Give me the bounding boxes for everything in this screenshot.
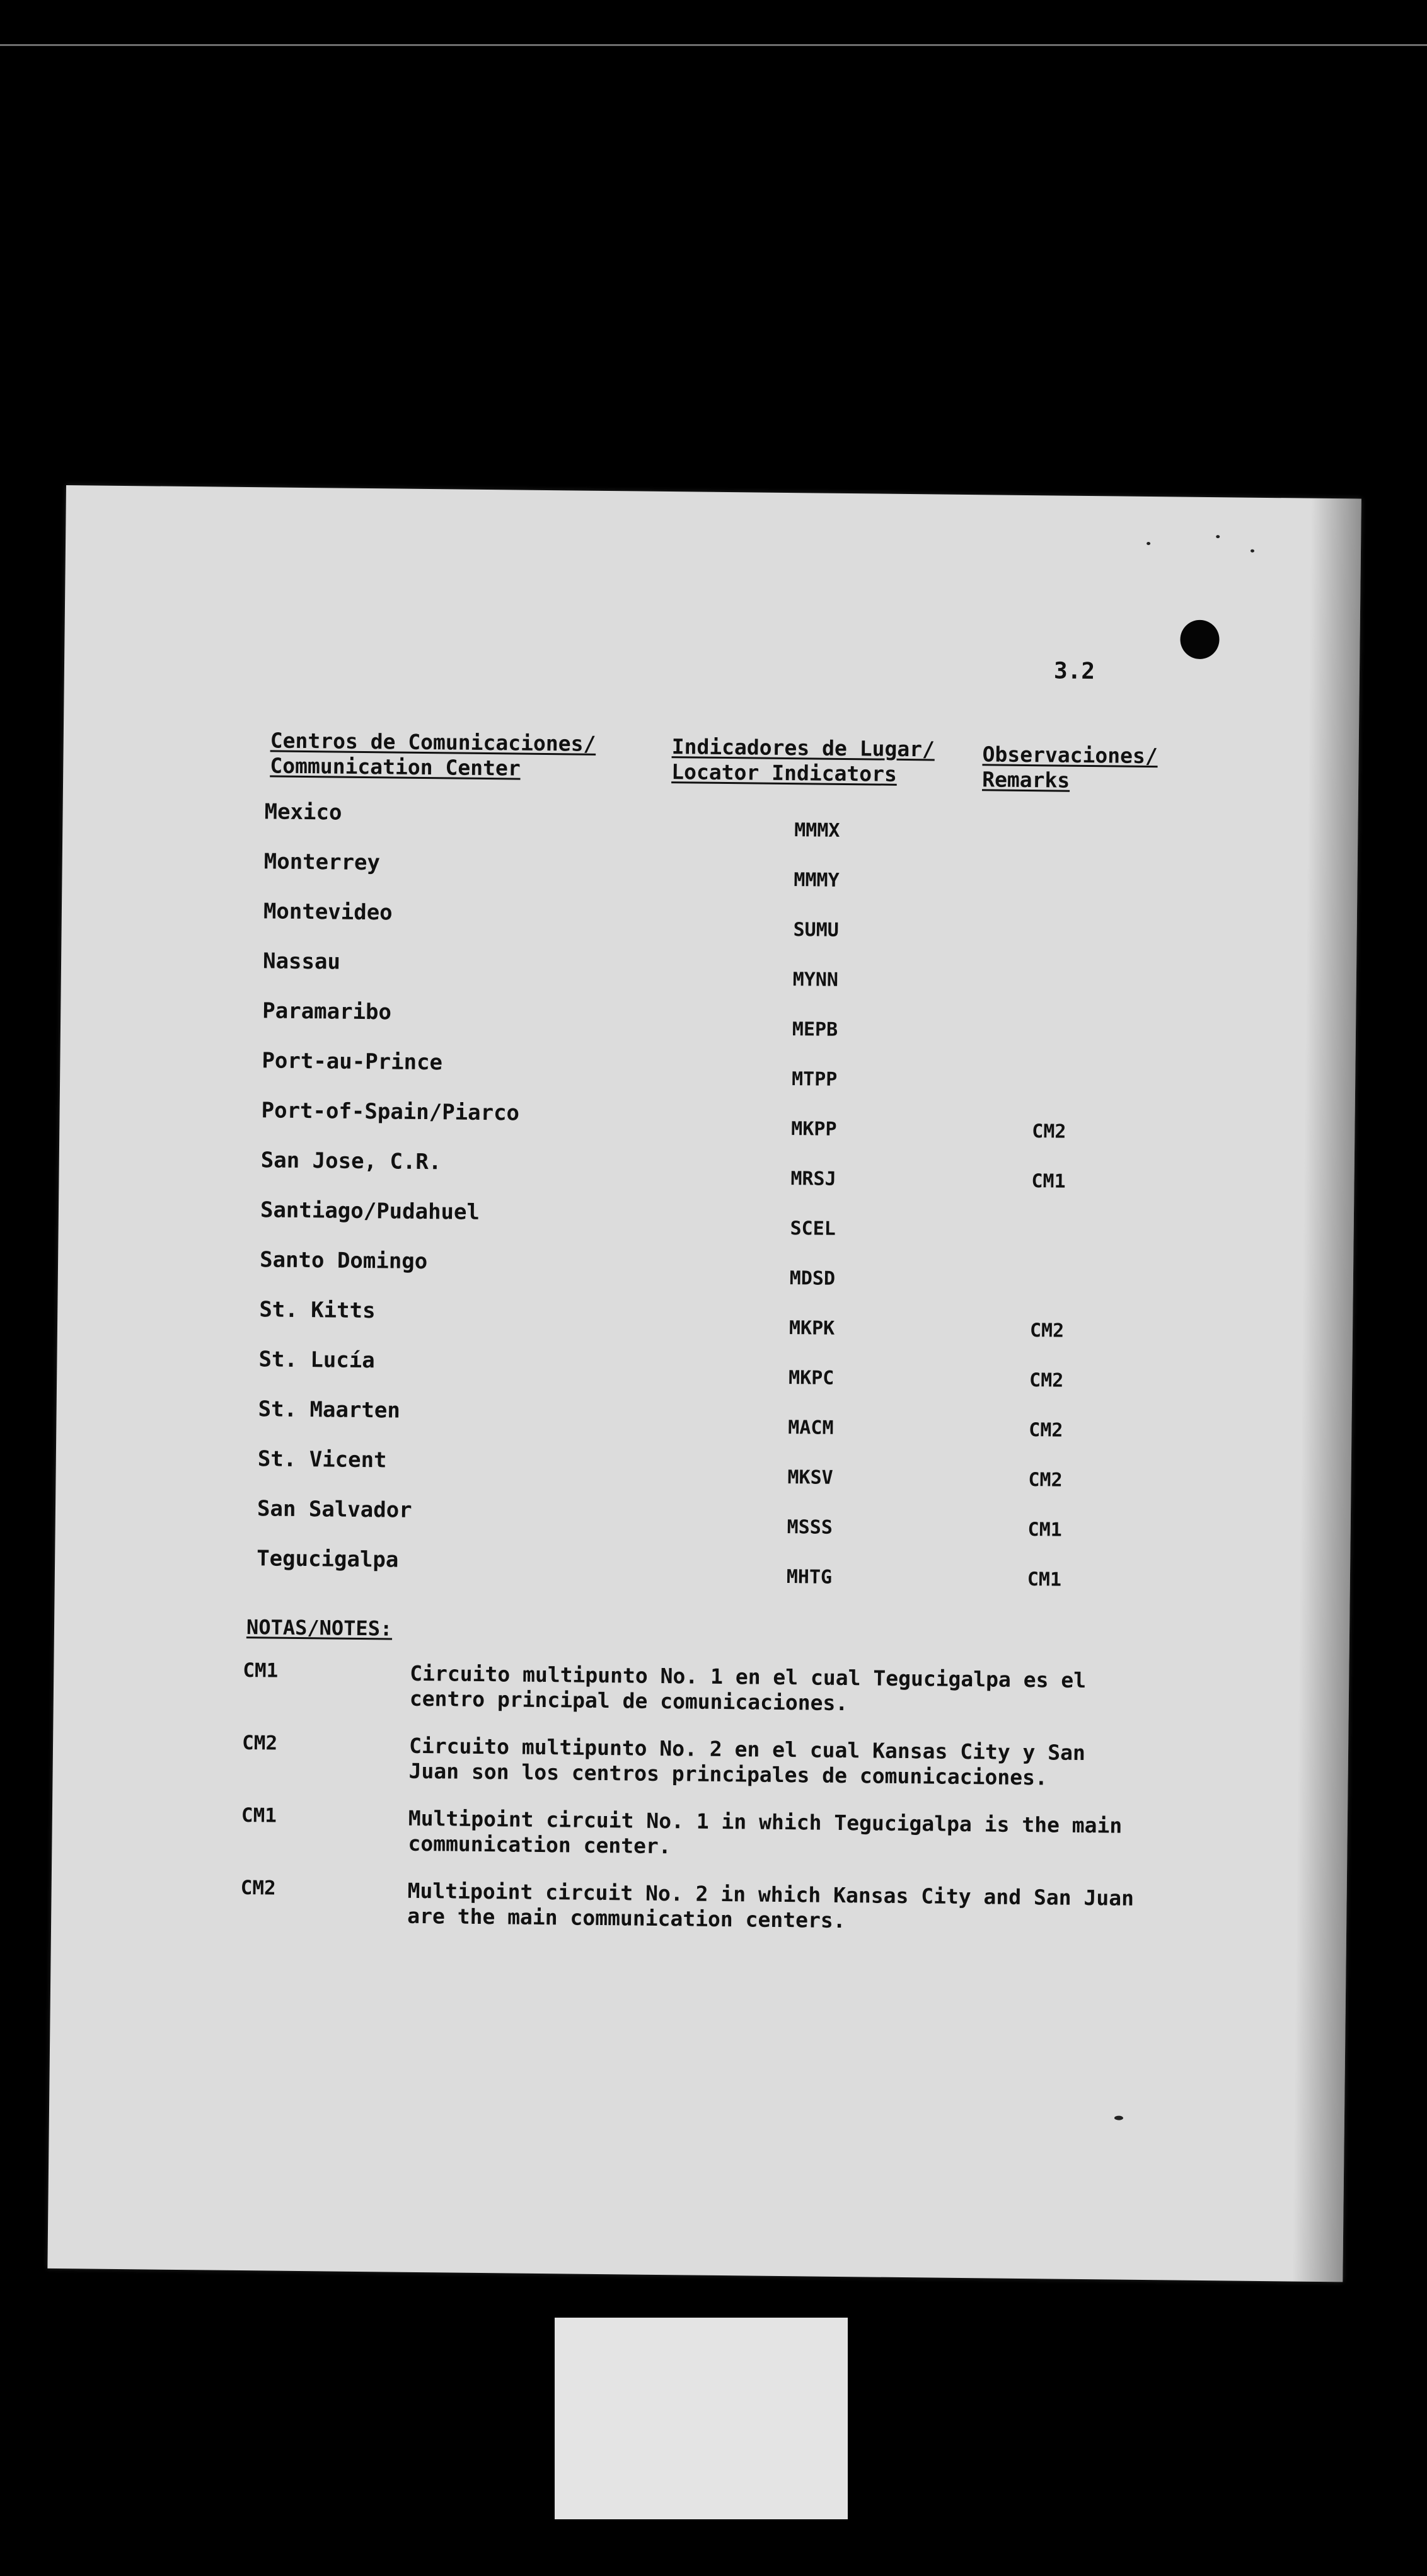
table-row-remark: CM1: [1027, 1519, 1062, 1541]
note-code: CM1: [241, 1804, 277, 1827]
header-remarks: [982, 742, 1158, 794]
table-row-center: St. Kitts: [259, 1297, 376, 1324]
table-row-code: MYNN: [792, 969, 839, 991]
table-row-center: Montevideo: [263, 899, 393, 926]
table-row-code: MKPK: [789, 1317, 835, 1340]
note-text: Circuito multipunto No. 2 en el cual Kansas City y San Juan son los centros principales de comunicaciones.: [408, 1733, 1086, 1790]
table-row-remark: CM1: [1031, 1170, 1066, 1193]
blank-card: [555, 2318, 848, 2519]
page-edge-shadow: [1292, 498, 1361, 2282]
table-row-code: MEPB: [792, 1018, 838, 1041]
note-text: Circuito multipunto No. 1 en el cual Tegucigalpa es el centro principal de comunicaciones.: [409, 1660, 1087, 1716]
table-row-code: MMMY: [794, 869, 840, 892]
paper-speck: [1216, 535, 1220, 538]
table-row-center: San Jose, C.R.: [260, 1147, 442, 1175]
note-code: CM2: [241, 1732, 278, 1755]
table-row-center: San Salvador: [257, 1496, 412, 1523]
table-row-remark: [1007, 1220, 1089, 1221]
header-communication-center: [270, 728, 596, 781]
table-row-code: SUMU: [793, 919, 839, 941]
header-line: Centros de Comunicaciones/: [270, 728, 596, 756]
table-row-center: St. Maarten: [258, 1396, 401, 1423]
table-row-code: MRSJ: [790, 1168, 836, 1190]
table-row-code: MMMX: [794, 819, 840, 842]
table-row-code: MHTG: [786, 1566, 833, 1589]
table-row-center: Santo Domingo: [259, 1247, 428, 1275]
table-row-code: MDSD: [789, 1267, 836, 1290]
note-code: CM2: [240, 1877, 276, 1900]
table-row-remark: CM2: [1029, 1419, 1063, 1442]
table-row-remark: [1010, 921, 1092, 922]
table-row-remark: CM2: [1029, 1320, 1065, 1342]
table-row-center: Tegucigalpa: [256, 1546, 399, 1573]
table-row-code: MSSS: [787, 1516, 833, 1539]
table-row-center: Port-au-Prince: [262, 1048, 443, 1076]
notes-title: NOTAS/NOTES:: [246, 1615, 393, 1641]
table-row-center: Port-of-Spain/Piarco: [261, 1098, 520, 1126]
header-locator-indicators: [671, 734, 935, 787]
top-divider-line: [0, 44, 1427, 46]
table-row-center: Santiago/Pudahuel: [260, 1197, 480, 1225]
table-row-center: Monterrey: [263, 849, 381, 876]
table-row-center: Nassau: [262, 948, 341, 975]
table-row-code: MACM: [788, 1417, 834, 1439]
table-row-code: MKPP: [791, 1118, 837, 1141]
table-row-remark: CM2: [1028, 1469, 1063, 1492]
header-line: Communication Center: [270, 753, 521, 781]
paper-speck: [1251, 549, 1254, 553]
note-code: CM1: [243, 1659, 279, 1682]
paper-speck: [1114, 2116, 1123, 2120]
table-row-center: St. Vicent: [257, 1446, 387, 1473]
note-text: Multipoint circuit No. 2 in which Kansas City and San Juan are the main communication centers.: [407, 1878, 1135, 1933]
table-row-center: Paramaribo: [262, 998, 392, 1025]
note-text: Multipoint circuit No. 1 in which Tegucigalpa is the main communication center.: [408, 1805, 1123, 1859]
document-page: [47, 485, 1361, 2282]
header-line: Observaciones/: [982, 742, 1158, 769]
table-row-remark: CM2: [1032, 1120, 1066, 1143]
header-line: Remarks: [981, 767, 1070, 793]
table-row-code: MTPP: [791, 1068, 838, 1091]
header-line: Indicadores de Lugar/: [671, 734, 935, 762]
table-row-remark: [1011, 871, 1093, 872]
table-row-code: MKSV: [787, 1466, 833, 1489]
table-row-center: Mexico: [264, 799, 342, 825]
table-row-code: SCEL: [790, 1217, 836, 1240]
table-row-code: MKPC: [788, 1367, 835, 1389]
table-row-remark: CM2: [1029, 1369, 1064, 1392]
table-row-remark: CM1: [1027, 1568, 1062, 1591]
page-number: 3.2: [1053, 658, 1095, 685]
table-row-remark: [1010, 971, 1092, 972]
header-line: Locator Indicators: [671, 759, 898, 786]
table-row-center: St. Lucía: [258, 1347, 375, 1374]
paper-speck: [1147, 542, 1150, 545]
punch-hole: [1180, 620, 1220, 660]
